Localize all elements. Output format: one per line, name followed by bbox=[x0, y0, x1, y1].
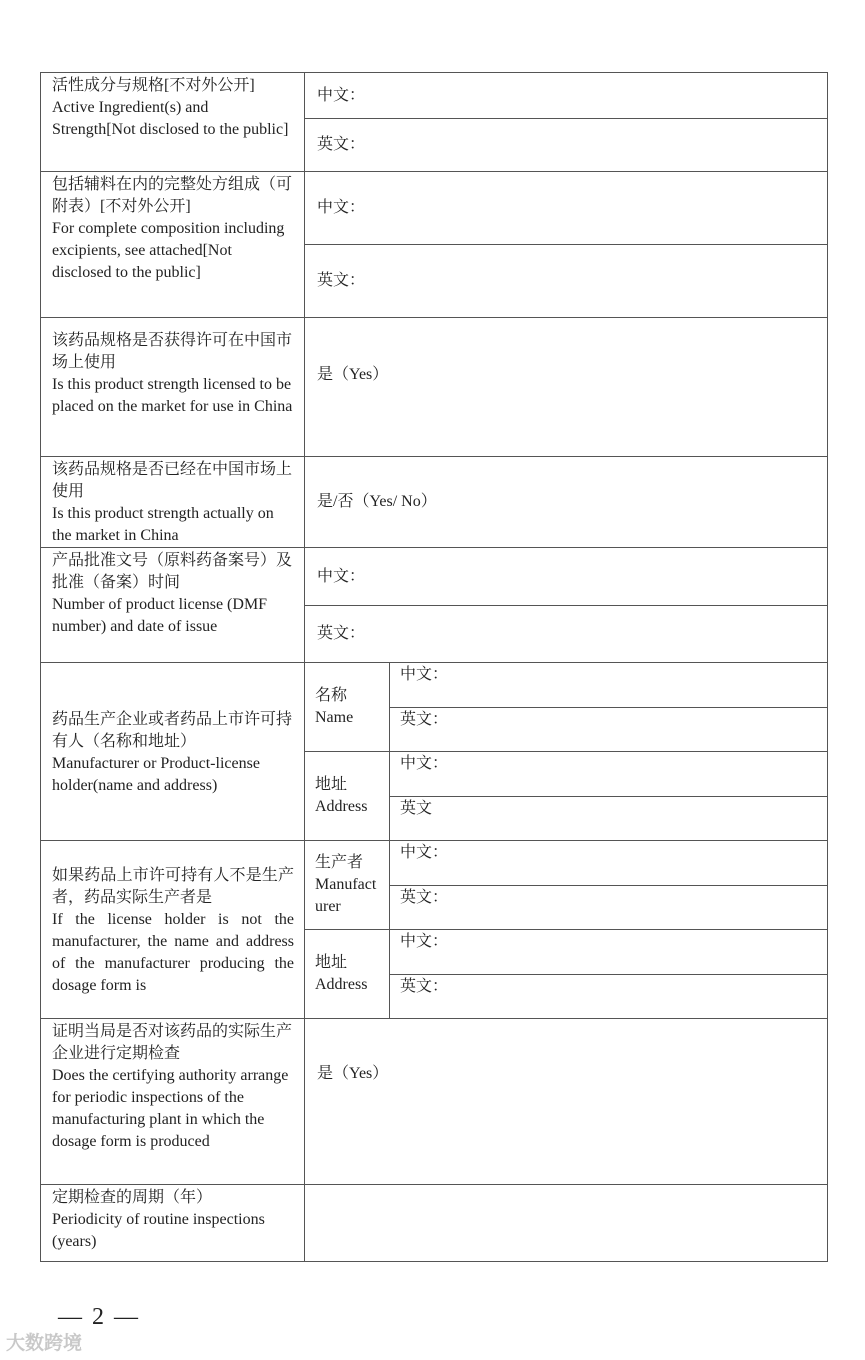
label-en: Does the certifying authority arrange for periodic inspections of the manufacturing plant in which the dosage form is produced bbox=[52, 1067, 289, 1150]
composition-zh-field[interactable]: 中文： bbox=[305, 172, 828, 245]
label-zh: 包括辅料在内的完整处方组成（可附表）[不对外公开] bbox=[52, 176, 293, 215]
active-ingredient-en-field[interactable]: 英文： bbox=[305, 119, 828, 172]
license-number-zh-field[interactable]: 中文： bbox=[305, 548, 828, 606]
label-zh: 名称 bbox=[315, 687, 348, 704]
holder-address-en-field[interactable]: 英文 bbox=[390, 797, 828, 841]
on-market-field[interactable]: 是/否（Yes/ No） bbox=[305, 457, 828, 548]
manufacturer-name-en-field[interactable]: 英文： bbox=[390, 886, 828, 930]
manufacturer-address-label bbox=[305, 930, 390, 1019]
label-en: If the license holder is not the manufacturer, the name and address of the manufacturer producing the dosage form is bbox=[52, 910, 294, 994]
active-ingredient-label bbox=[41, 73, 305, 172]
label-en: Manufacturer or Product-license holder(name and address) bbox=[52, 754, 260, 794]
periodicity-field[interactable] bbox=[305, 1185, 828, 1262]
label-zh: 该药品规格是否获得许可在中国市场上使用 bbox=[52, 332, 293, 371]
composition-label bbox=[41, 172, 305, 318]
license-number-label bbox=[41, 548, 305, 663]
licensed-field[interactable]: 是（Yes） bbox=[305, 318, 828, 457]
label-zh: 证明当局是否对该药品的实际生产企业进行定期检查 bbox=[52, 1023, 293, 1062]
label-en: Periodicity of routine inspections (years) bbox=[52, 1211, 265, 1250]
page-number: — 2 — bbox=[58, 1304, 140, 1330]
inspection-field[interactable]: 是（Yes） bbox=[305, 1019, 828, 1185]
label-zh: 地址 bbox=[315, 954, 348, 971]
active-ingredient-zh-field[interactable]: 中文： bbox=[305, 73, 828, 119]
actual-manufacturer-label bbox=[41, 841, 305, 1019]
holder-name-label bbox=[305, 663, 390, 752]
manufacturer-name-zh-field[interactable]: 中文： bbox=[390, 841, 828, 886]
holder-name-en-field[interactable]: 英文： bbox=[390, 708, 828, 752]
label-zh: 活性成分与规格[不对外公开] bbox=[52, 77, 255, 94]
holder-address-zh-field[interactable]: 中文： bbox=[390, 752, 828, 797]
certificate-form-table bbox=[40, 72, 828, 1262]
label-zh: 生产者 bbox=[315, 854, 364, 871]
periodicity-label bbox=[41, 1185, 305, 1262]
label-en: Manufacturer bbox=[315, 876, 377, 915]
manufacturer-name-label bbox=[305, 841, 390, 930]
license-number-en-field[interactable]: 英文： bbox=[305, 606, 828, 663]
manufacturer-address-zh-field[interactable]: 中文： bbox=[390, 930, 828, 975]
manufacturer-holder-label bbox=[41, 663, 305, 841]
label-en: Number of product license (DMF number) and date of issue bbox=[52, 596, 268, 635]
manufacturer-address-en-field[interactable]: 英文： bbox=[390, 975, 828, 1019]
label-zh: 地址 bbox=[315, 776, 348, 793]
inspection-label bbox=[41, 1019, 305, 1185]
composition-en-field[interactable]: 英文： bbox=[305, 245, 828, 318]
on-market-label bbox=[41, 457, 305, 548]
label-en: For complete composition including excipients, see attached[Not disclosed to the public] bbox=[52, 220, 285, 281]
label-zh: 该药品规格是否已经在中国市场上使用 bbox=[52, 461, 293, 500]
holder-address-label bbox=[305, 752, 390, 841]
label-zh: 药品生产企业或者药品上市许可持有人（名称和地址） bbox=[52, 710, 293, 750]
label-en: Is this product strength licensed to be placed on the market for use in China bbox=[52, 376, 293, 415]
label-en: Active Ingredient(s) and Strength[Not disclosed to the public] bbox=[52, 99, 289, 138]
label-en: Address bbox=[315, 798, 368, 815]
watermark-logo: 大数跨境 bbox=[6, 1332, 83, 1354]
label-zh: 如果药品上市许可持有人不是生产者，药品实际生产者是 bbox=[52, 866, 294, 906]
label-en: Name bbox=[315, 709, 354, 726]
licensed-label bbox=[41, 318, 305, 457]
label-zh: 定期检查的周期（年） bbox=[52, 1189, 213, 1206]
holder-name-zh-field[interactable]: 中文： bbox=[390, 663, 828, 708]
label-en: Is this product strength actually on the market in China bbox=[52, 505, 274, 544]
label-zh: 产品批准文号（原料药备案号）及批准（备案）时间 bbox=[52, 552, 293, 591]
label-en: Address bbox=[315, 976, 368, 993]
